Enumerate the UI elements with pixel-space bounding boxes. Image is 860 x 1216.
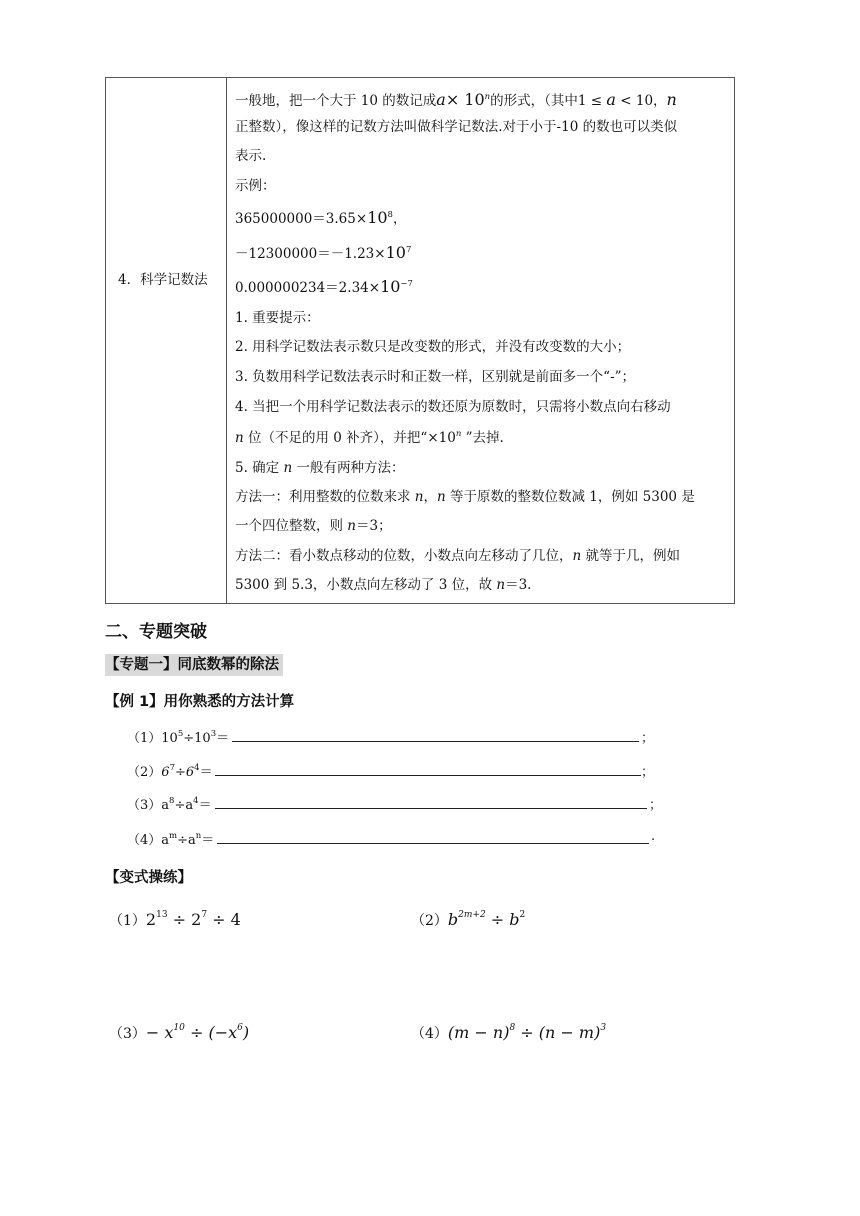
definition-line-1: 一般地，把一个大于 10 的数记成$a\times 10^n$的形式，（其中1 ≤ a < 10，n	[235, 90, 677, 109]
document-page: 4．科学记数法 一般地，把一个大于 10 的数记成$a\times 10^n$的形式，（其中1 ≤ a < 10，n 正整数），像这样的记数方法叫做科学记数法.对于小于-10 的数也可以类似 表示. 示例： $365000000=3.65\times 10^8$， $-12300000=-1.23\times 10^7$ $0.000000234=2.34\times 10^{-7}$ 1. 重要提示： 2. 用科学记数法表示数只是改变数的形式，并没有改变数的大小； 3. 负数用科学记数法表示时和正数一样，区别就是前面多一个“-”； 4. 当把一个用科学记数法表示的数还原为原数时，只需将小数点向右移动 n 位（不足的用 0 补齐），并把“$\times 10^n$ ”去掉. 5. 确定 n 一般有两种方法： 方法一：利用整数的位数来求 n，n 等于原数的整数位数减 1，例如 5300 是 一个四位整数，则 n＝3； 方法二：看小数点移动的位数，小数点向左移动了几位，n 就等于几，例如 5300 到 5.3，小数点向左移动了 3 位，故 n＝3. 二、专题突破 【专题一】同底数幂的除法 【例 1】用你熟悉的方法计算 $(1)10^5\div 10^3=$ ； $(2)6^7\div 6^4=$ ； $(3)a^8\div a^4=$ ； $(4)a^m\div a^n=$ . 【变式操练】 $(1)2^{13} \div 2^7 \div 4$ $(2)b^{2m+2} \div b^2$ $(3)- x^{10} \div (-x^6)$ $(4)(m - n)^8 \div (n - m)^3$	[0, 0, 860, 1216]
exercise-4: $(4)(m - n)^8 \div (n - m)^3$	[411, 1023, 607, 1042]
definition-line-3: 表示.	[235, 148, 267, 164]
summary-table	[105, 77, 735, 604]
example-3: $0.000000234=2.34\times 10^{-7}$	[235, 277, 413, 296]
method-2-line-2: 5300 到 5.3，小数点向左移动了 3 位，故 n＝3.	[235, 577, 532, 593]
topic-badge: 【专题一】同底数幂的除法	[105, 654, 283, 676]
tip-2: 2. 用科学记数法表示数只是改变数的形式，并没有改变数的大小；	[235, 339, 631, 355]
tip-4-line-2: n 位（不足的用 0 补齐），并把“$\times 10^n$ ”去掉.	[235, 429, 504, 446]
answer-blank-1[interactable]	[232, 741, 639, 742]
section-title: 二、专题突破	[105, 622, 207, 642]
example-2: $-12300000=-1.23\times 10^7$	[235, 243, 412, 262]
exercise-3: $(3)- x^{10} \div (-x^6)$	[109, 1023, 250, 1042]
table-content-cell	[227, 78, 734, 603]
tip-4-line-1: 4. 当把一个用科学记数法表示的数还原为原数时，只需将小数点向右移动	[235, 399, 671, 415]
tip-1: 1. 重要提示：	[235, 310, 320, 326]
method-1-line-1: 方法一：利用整数的位数来求 n，n 等于原数的整数位数减 1，例如 5300 是	[235, 489, 695, 505]
answer-blank-3[interactable]	[215, 808, 647, 809]
tip-3: 3. 负数用科学记数法表示时和正数一样，区别就是前面多一个“-”；	[235, 369, 636, 385]
example-heading: 【例 1】用你熟悉的方法计算	[105, 694, 295, 710]
example-1: $365000000=3.65\times 10^8$，	[235, 208, 407, 227]
exercise-1: $(1)2^{13} \div 2^7 \div 4$	[109, 910, 241, 929]
method-2-line-1: 方法二：看小数点移动的位数，小数点向左移动了几位，n 就等于几，例如	[235, 548, 680, 564]
method-1-line-2: 一个四位整数，则 n＝3；	[235, 518, 392, 534]
answer-blank-4[interactable]	[217, 843, 649, 844]
table-label-cell	[106, 78, 227, 603]
definition-line-2: 正整数），像这样的记数方法叫做科学记数法.对于小于-10 的数也可以类似	[235, 119, 678, 135]
example-label: 示例：	[235, 178, 276, 194]
tip-5: 5. 确定 n 一般有两种方法：	[235, 460, 405, 476]
row-label: 4．科学记数法	[118, 272, 208, 288]
exercise-2: $(2)b^{2m+2} \div b^2$	[411, 910, 526, 929]
answer-blank-2[interactable]	[215, 775, 641, 776]
practice-heading: 【变式操练】	[105, 870, 192, 886]
